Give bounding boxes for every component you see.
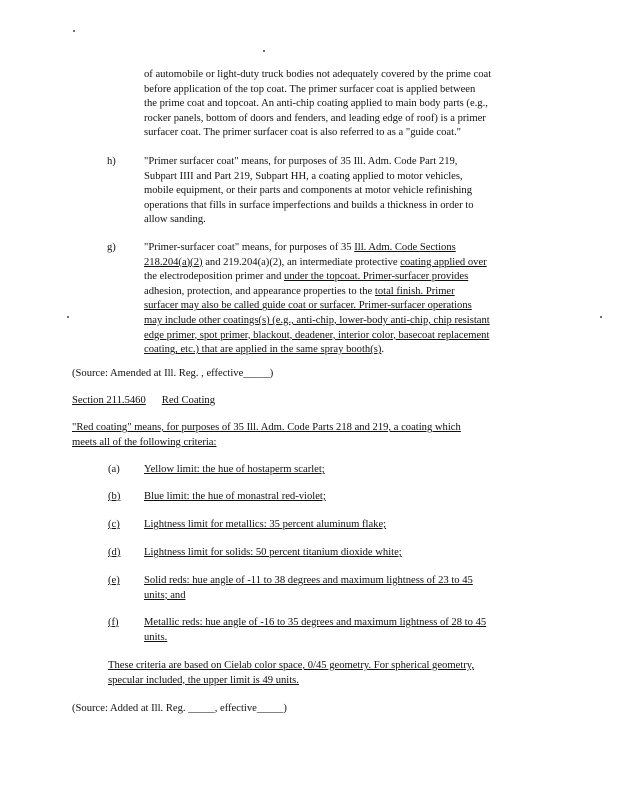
- item-g-line: [144, 256, 490, 271]
- source-note-added: (Source: Added at Ill. Reg. _____, effective_____): [72, 703, 287, 714]
- criterion-label: (d): [108, 547, 121, 558]
- item-h-definition: [144, 155, 474, 228]
- section-number: Section 211.5460: [72, 395, 146, 406]
- item-h-label: h): [107, 156, 116, 167]
- continuation-line: rocker panels, bottom of doors and fenders, and leading edge of roof) is a primer: [144, 112, 486, 124]
- continuation-line: before application of the top coat. The primer surfacer coat is applied between: [144, 83, 476, 95]
- text-run: the electrodeposition primer and: [144, 271, 285, 283]
- section-heading: [72, 394, 215, 409]
- item-g-line: edge primer, spot primer, blackout, deadener, interior color, basecoat replacement: [144, 329, 490, 341]
- criterion-text: [144, 616, 486, 645]
- item-g-line: surfacer may also be called guide coat or surfacer. Primer-surfacer operations: [144, 300, 472, 312]
- continuation-line: the prime coat and topcoat. An anti-chip coating applied to main body parts (e.g.,: [144, 98, 488, 110]
- text-run: "Red coating" means, for purposes of 35 Ill. Adm. Code Parts: [72, 422, 337, 433]
- item-g-line: may include other coatings(s) (e.g., anti-chip, lower-body anti-chip, chip resistant: [144, 314, 490, 326]
- inserted-text: Ill. Adm. Code Sections: [354, 242, 456, 253]
- criteria-note: [108, 659, 474, 688]
- text-run: .: [381, 344, 385, 356]
- continuation-line: of automobile or light-duty truck bodies not adequately covered by the prime coat: [144, 69, 492, 80]
- criterion-text: [144, 574, 473, 603]
- page-speck: [67, 316, 69, 318]
- section-title: Red Coating: [161, 395, 216, 406]
- text-run: adhesion, protection, and appearance properties to the: [144, 285, 375, 297]
- criterion-line: Metallic reds: hue angle of -16 to 35 degrees and maximum lightness of 28 to 45: [144, 617, 487, 628]
- continuation-paragraph: [144, 68, 491, 141]
- criterion-line: units.: [144, 631, 168, 643]
- criterion-line: Solid reds: hue angle of -11 to 38 degrees and maximum lightness of 23 to 45: [144, 575, 473, 586]
- criterion-line: units; and: [144, 589, 186, 601]
- note-line: specular included, the upper limit is 49 units.: [108, 674, 299, 686]
- item-h-line: operations that fills in surface imperfections and builds a thickness in order to: [144, 199, 474, 211]
- criterion-label: (b): [108, 491, 121, 502]
- item-h-line: "Primer surfacer coat" means, for purposes of 35 Ill. Adm. Code Part 219,: [144, 156, 458, 167]
- source-note-amended: (Source: Amended at Ill. Reg. , effective_____): [72, 368, 274, 379]
- text-run: "Primer-surfacer coat" means, for purposes of 35: [144, 242, 355, 253]
- item-h-line: Subpart IIII and Part 219, Subpart HH, a coating applied to motor vehicles,: [144, 170, 463, 182]
- criterion-text: Lightness limit for solids: 50 percent titanium dioxide white;: [144, 547, 402, 558]
- inserted-text: total finish. Primer: [374, 285, 455, 297]
- criterion-label: (f): [108, 617, 119, 628]
- inserted-text: coating applied over: [400, 256, 487, 268]
- inserted-text: 218 and 219, a coating which: [336, 422, 461, 433]
- page-speck: [600, 316, 602, 318]
- criterion-label: (c): [108, 519, 120, 530]
- criterion-text: Lightness limit for metallics: 35 percent aluminum flake;: [144, 519, 387, 530]
- item-g-line: [144, 241, 490, 256]
- definition-line: [72, 421, 461, 436]
- criterion-text: Yellow limit: the hue of hostaperm scarlet;: [144, 464, 325, 475]
- definition-line: meets all of the following criteria:: [72, 436, 217, 448]
- item-g-definition: [144, 241, 490, 358]
- note-line: These criteria are based on Cielab color space, 0/45 geometry. For spherical geometry,: [108, 660, 475, 671]
- inserted-text: coating, etc.) that are applied in the same spray booth(s): [144, 344, 382, 356]
- inserted-text: 218.204(a)(2): [144, 256, 203, 268]
- item-g-line: [144, 285, 490, 300]
- text-run: and 219.204(a)(2), an intermediate protective: [202, 256, 401, 268]
- inserted-text: under the topcoat. Primer-surfacer provides: [284, 271, 469, 283]
- page-speck: [263, 50, 265, 52]
- item-g-label: g): [107, 242, 116, 253]
- page-speck: [73, 30, 75, 32]
- item-h-line: mobile equipment, or their parts and components at motor vehicle refinishing: [144, 185, 473, 197]
- criterion-label: (e): [108, 575, 120, 586]
- criterion-label: (a): [108, 464, 120, 475]
- red-coating-definition: [72, 421, 461, 450]
- item-g-line: [144, 343, 490, 358]
- item-h-line: allow sanding.: [144, 214, 206, 226]
- item-g-line: [144, 270, 490, 285]
- criterion-text: Blue limit: the hue of monastral red-violet;: [144, 491, 326, 502]
- continuation-line: surfacer coat. The primer surfacer coat is also referred to as a "guide coat.": [144, 127, 461, 139]
